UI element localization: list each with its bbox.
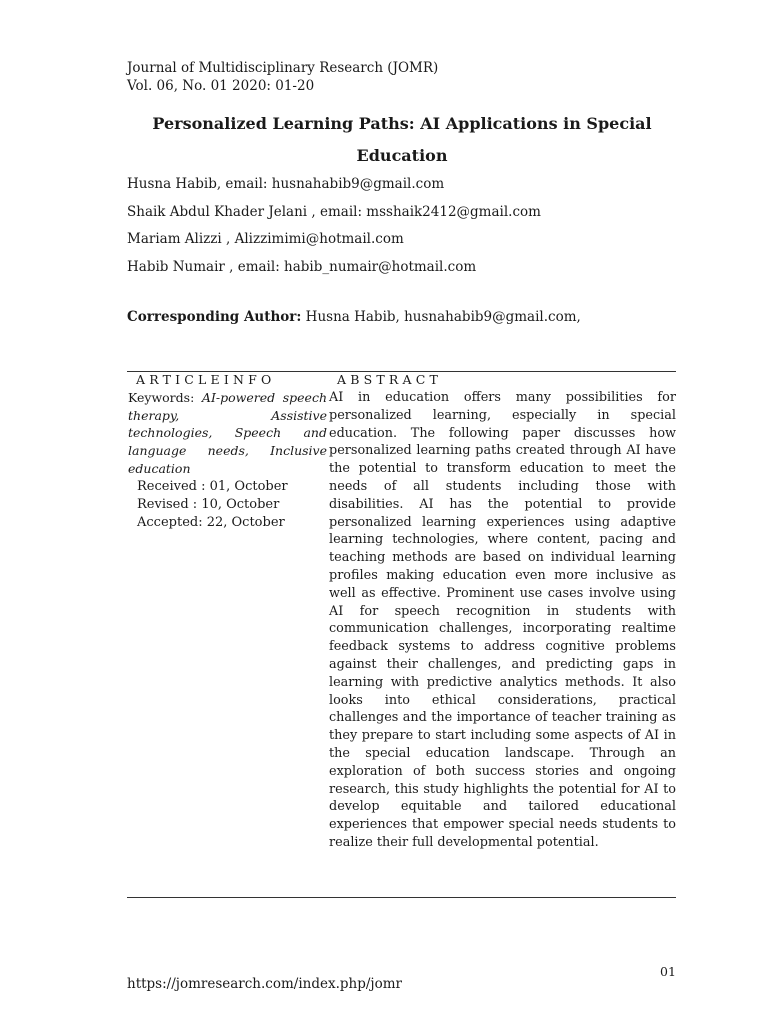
corresponding-author-label: Corresponding Author: <box>127 309 302 325</box>
revised-date: Revised : 10, October <box>137 497 280 512</box>
bottom-divider <box>127 897 676 898</box>
corresponding-author <box>127 308 581 326</box>
author-line: Shaik Abdul Khader Jelani , email: msshaik2412@gmail.com <box>127 203 541 220</box>
article-dates <box>137 478 288 532</box>
abstract-heading: ABSTRACT <box>337 372 443 387</box>
journal-name: Journal of Multidisciplinary Research (JOMR) <box>127 60 439 76</box>
keywords-text: AI-powered speech therapy, Assistive technologies, Speech and language needs, Inclusive education <box>128 390 327 476</box>
author-line: Husna Habib, email: husnahabib9@gmail.com <box>127 176 445 192</box>
keywords-label: Keywords: <box>128 390 202 405</box>
author-line: Mariam Alizzi , Alizzimimi@hotmail.com <box>127 231 404 247</box>
received-date: Received : 01, October <box>137 479 288 494</box>
journal-header <box>127 59 438 95</box>
page-number: 01 <box>660 964 676 979</box>
accepted-date: Accepted: 22, October <box>137 515 285 530</box>
journal-volume: Vol. 06, No. 01 2020: 01-20 <box>127 78 315 94</box>
abstract-text: AI in education offers many possibilities for personalized learning, especially in special education. The following paper discusses how personalized learning paths created through AI have the potential to transform education to meet the needs of all students including those with disabilities. AI has the potential to provide personalized learning experiences using adaptive learning technologies, where content, pacing and teaching methods are based on individual learning profiles making education even more inclusive as well as effective. Prominent use cases involve using AI for speech recognition in students with communication challenges, incorporating realtime feedback systems to address cognitive problems against their challenges, and predicting gaps in learning with predictive analytics methods. It also looks into ethical considerations, practical challenges and the importance of teacher training as they prepare to start including some aspects of AI in the special education landscape. Through an exploration of both success stories and ongoing research, this study highlights the potential for AI to develop equitable and tailored educational experiences that empower special needs students to realize their full developmental potential. <box>329 390 676 850</box>
article-info-heading: ARTICLEINFO <box>136 372 276 387</box>
corresponding-author-value: Husna Habib, husnahabib9@gmail.com, <box>301 309 581 325</box>
journal-url[interactable]: https://jomresearch.com/index.php/jomr <box>127 976 402 992</box>
author-list <box>127 171 541 281</box>
paper-title: Personalized Learning Paths: AI Applications in Special Education <box>152 114 652 165</box>
author-line: Habib Numair , email: habib_numair@hotmail.com <box>127 258 477 275</box>
keywords-block <box>128 389 327 478</box>
